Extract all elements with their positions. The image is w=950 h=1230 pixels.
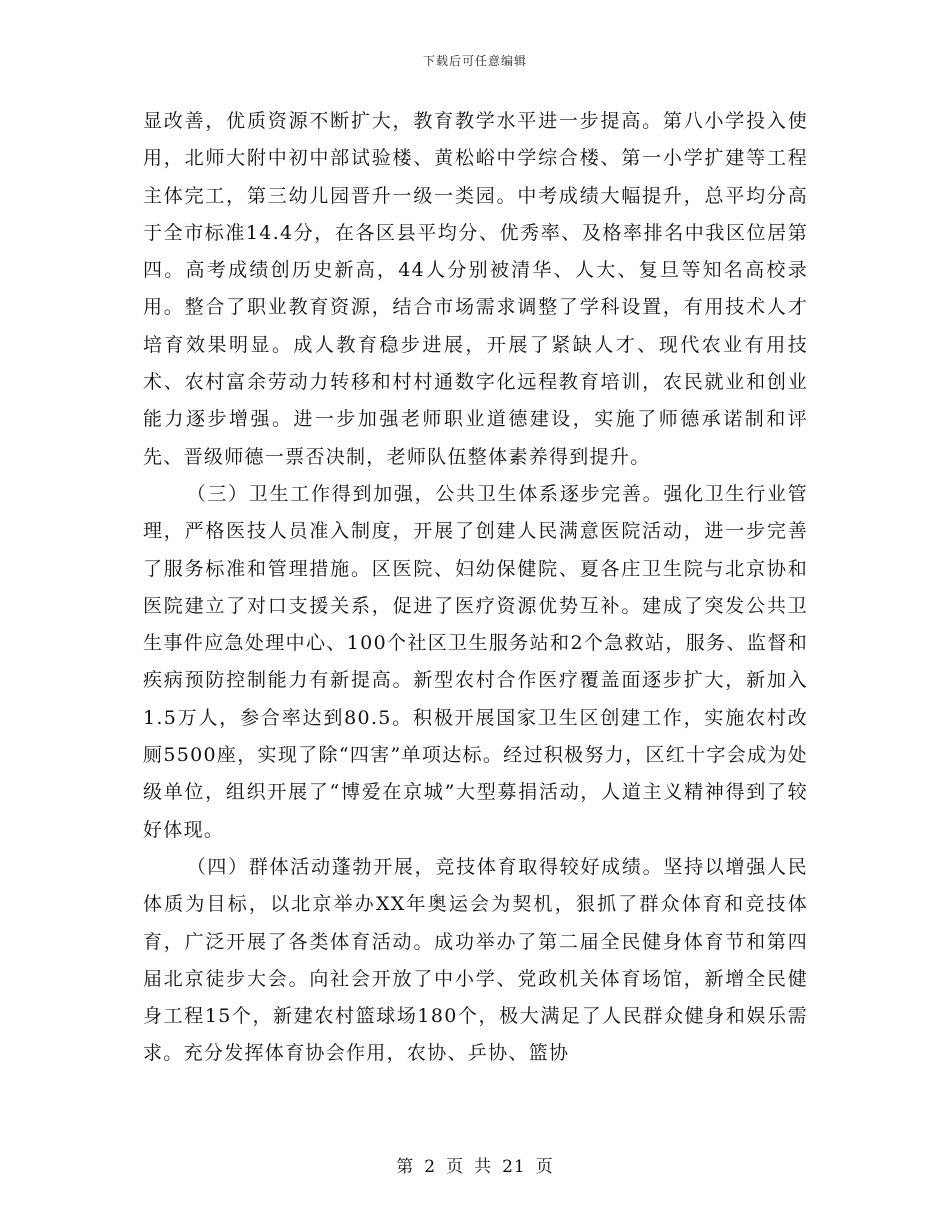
paragraph-sports-activities: （四）群体活动蓬勃开展，竞技体育取得较好成绩。坚持以增强人民体质为目标，以北京举办XX年奥运会为契机，狠抓了群众体育和竞技体育，广泛开展了各类体育活动。成功举办了第二届全民健身体育节和第四届北京徒步大会。向社会开放了中小学、党政机关体育场馆，新增全民健身工程15个，新建农村篮球场180个，极大满足了人民群众健身和娱乐需求。充分发挥体育协会作用，农协、乒协、篮协 [143, 855, 808, 1065]
paragraph-education-continued: 显改善，优质资源不断扩大，教育教学水平进一步提高。第八小学投入使用，北师大附中初中部试验楼、黄松峪中学综合楼、第一小学扩建等工程主体完工，第三幼儿园晋升一级一类园。中考成绩大幅提升，总平均分高于全市标准14.4分，在各区县平均分、优秀率、及格率排名中我区位居第四。高考成绩创历史新高，44人分别被清华、人大、复旦等知名高校录用。整合了职业教育资源，结合市场需求调整了学科设置，有用技术人才培育效果明显。成人教育稳步进展，开展了紧缺人才、现代农业有用技术、农村富余劳动力转移和村村通数字化远程教育培训，农民就业和创业能力逐步增强。进一步加强老师职业道德建设，实施了师德承诺制和评先、晋级师德一票否决制，老师队伍整体素养得到提升。 [143, 110, 808, 468]
page-label-total-prefix: 共 [474, 1157, 493, 1177]
page-footer [0, 1152, 950, 1177]
page-label-suffix: 页 [535, 1157, 554, 1177]
total-pages-number: 21 [502, 1157, 526, 1177]
paragraph-health-work: （三）卫生工作得到加强，公共卫生体系逐步完善。强化卫生行业管理，严格医技人员准入制度，开展了创建人民满意医院活动，进一步完善了服务标准和管理措施。区医院、妇幼保健院、夏各庄卫生院与北京协和医院建立了对口支援关系，促进了医疗资源优势互补。建成了突发公共卫生事件应急处理中心、100个社区卫生服务站和2个急救站，服务、监督和疾病预防控制能力有新提高。新型农村合作医疗覆盖面逐步扩大，新加入1.5万人，参合率达到80.5。积极开展国家卫生区创建工作，实施农村改厕5500座，实现了除“四害”单项达标。经过积极努力，区红十字会成为处级单位，组织开展了“博爱在京城”大型募捐活动，人道主义精神得到了较好体现。 [143, 482, 808, 841]
page-label-mid: 页 [446, 1157, 465, 1177]
page-header-note: 下载后可任意编辑 [422, 54, 527, 68]
document-body [143, 103, 808, 1073]
page-label-prefix: 第 [396, 1157, 415, 1177]
current-page-number: 2 [424, 1157, 437, 1177]
